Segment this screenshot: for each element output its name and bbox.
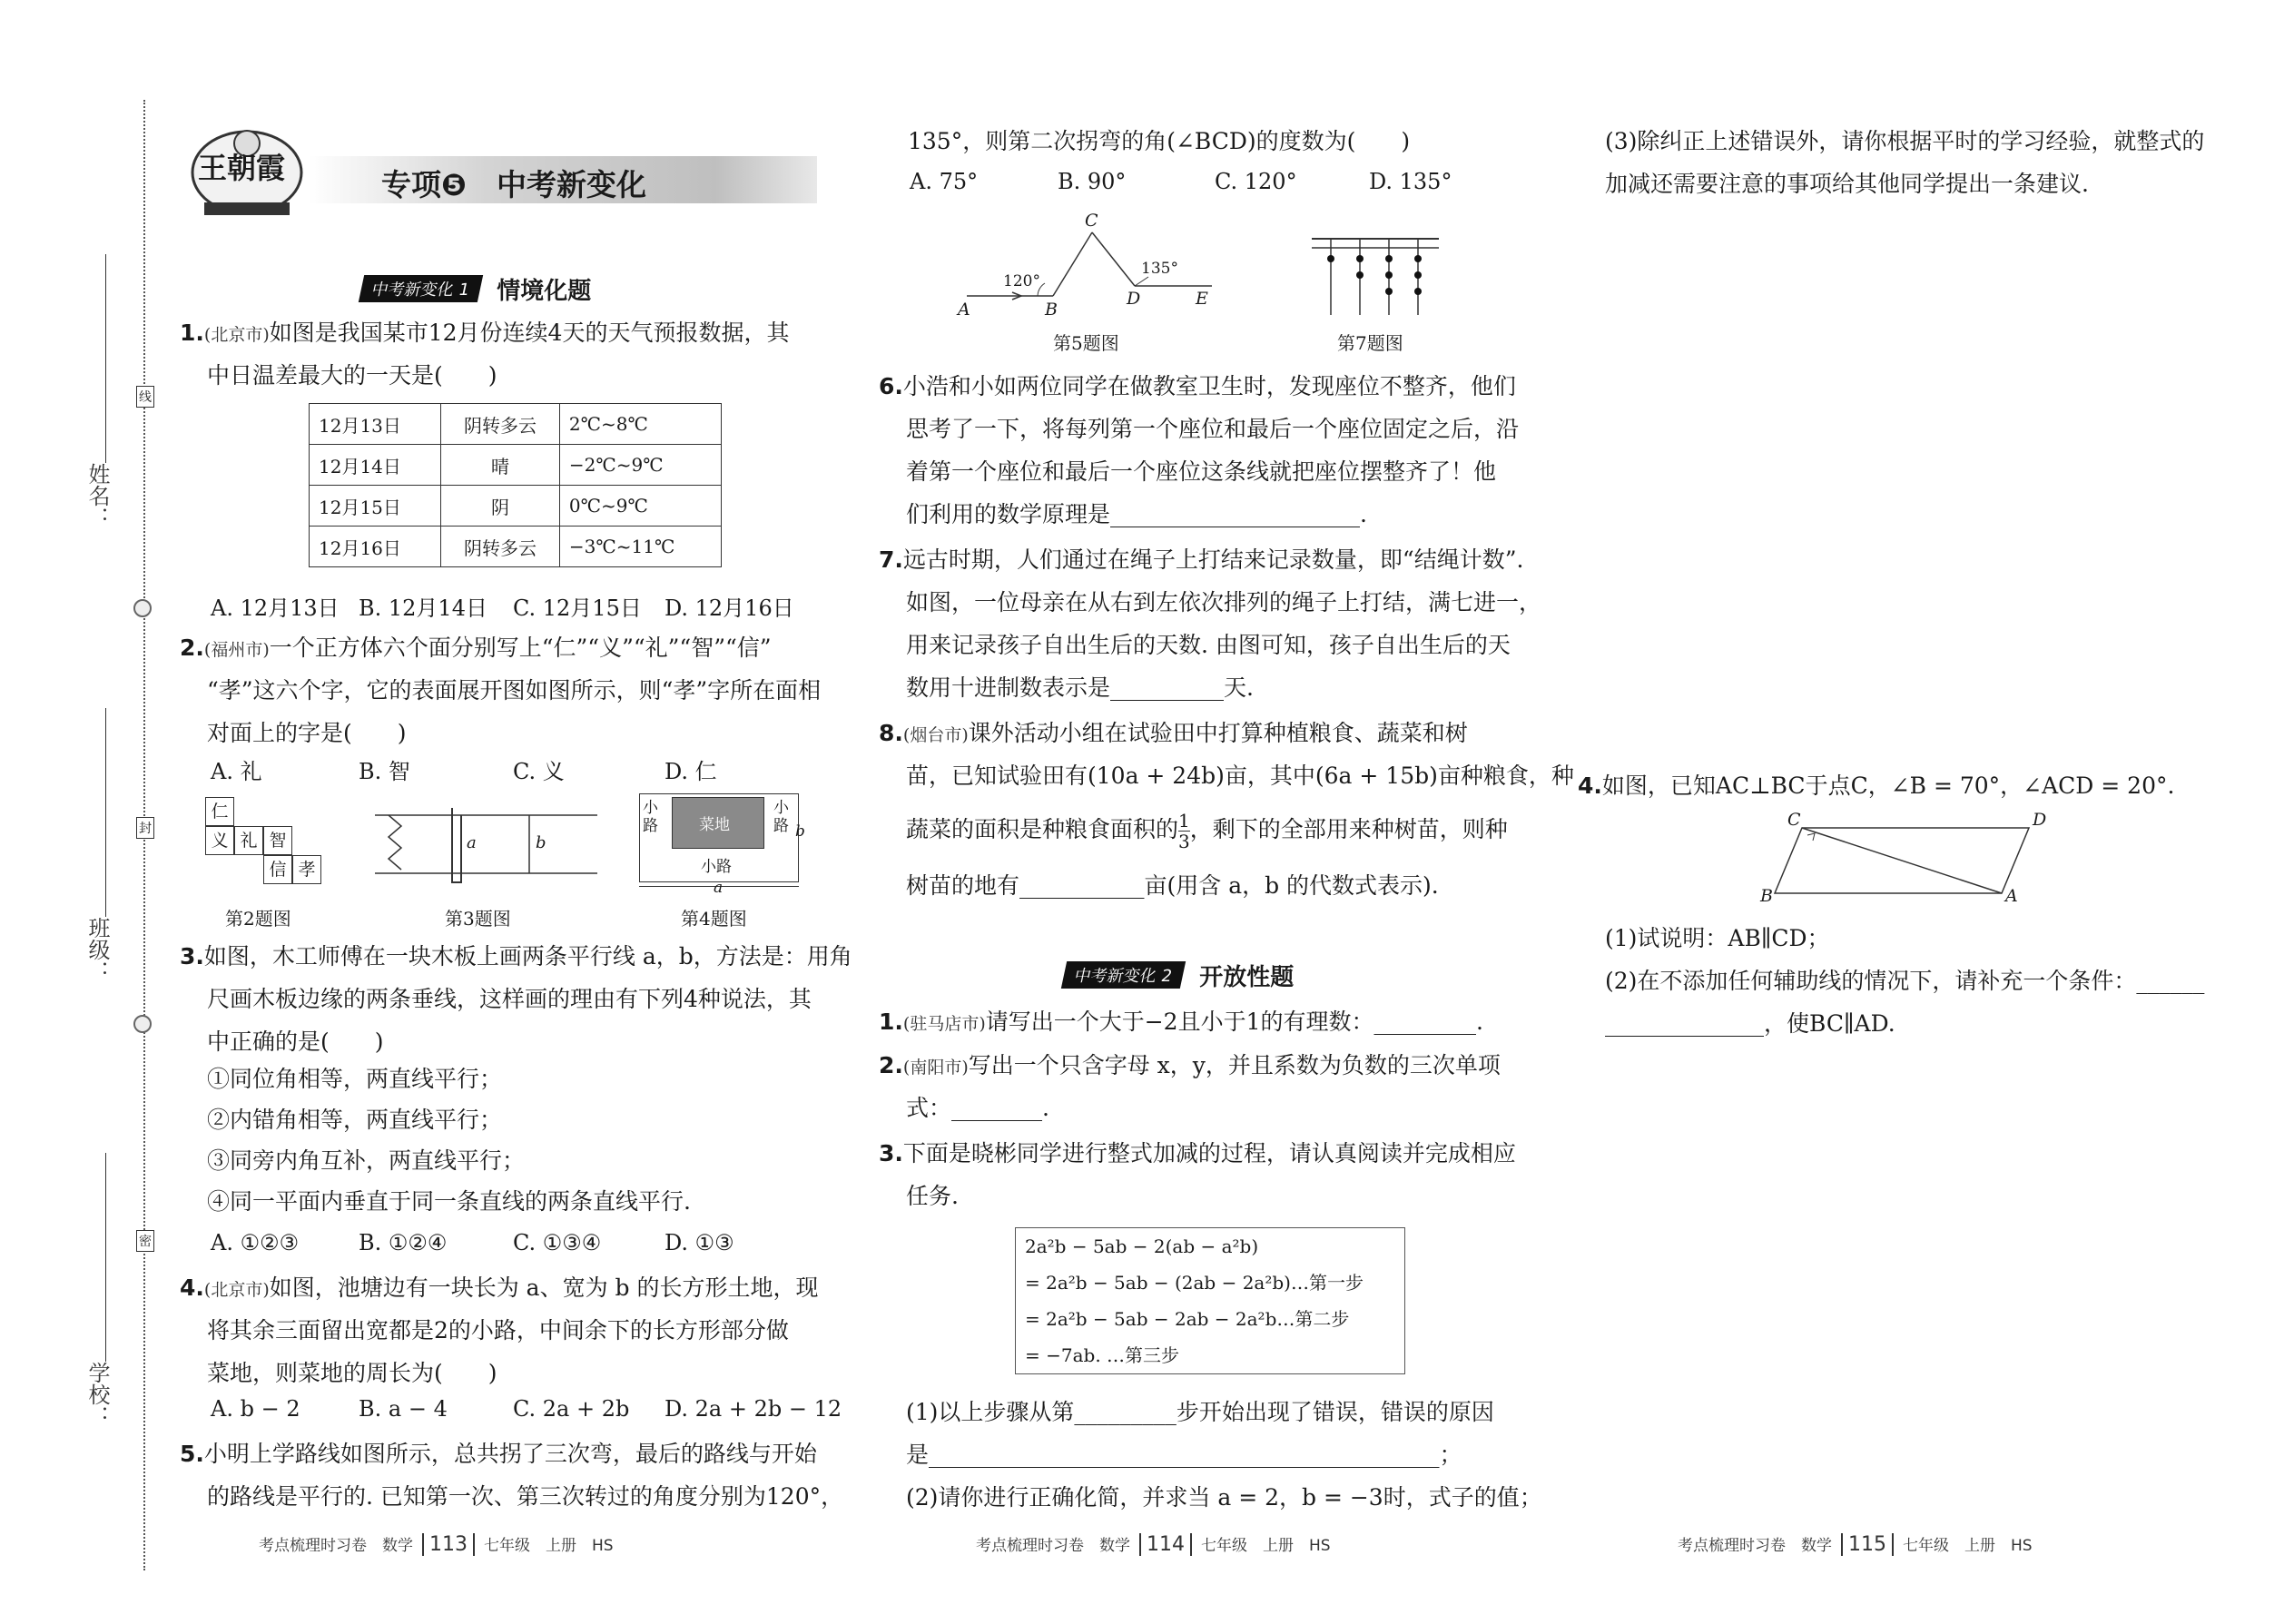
section-tag-open-ended: 中考新变化 2 开放性题 <box>1064 960 1294 989</box>
fig4-caption: 第4题图 <box>681 908 747 930</box>
q2-option-d: D. 仁 <box>665 759 717 784</box>
q7-line4: 数用十进制数表示是__________天. <box>906 674 1254 701</box>
class-label: 班级： <box>84 917 110 982</box>
p3-task1a: (1)以上步骤从第_________步开始出现了错误，错误的原因 <box>906 1399 1494 1425</box>
fig5-angle-2: 135° <box>1141 260 1178 278</box>
q3-line3: 中正确的是( ) <box>207 1029 384 1055</box>
fig5-angle-1: 120° <box>1003 272 1040 290</box>
q8-line4: 树苗的地有___________亩(用含 a，b 的代数式表示). <box>906 872 1439 899</box>
fig2-cube-net <box>205 797 341 888</box>
net-cell: 礼 <box>234 826 263 855</box>
table-row: 12月15日 阴 0℃~9℃ <box>310 486 722 527</box>
footer-mid: 考点梳理时习卷 数学 114 七年级 上册 HS <box>976 1533 1331 1556</box>
page-number: 113 <box>422 1533 475 1556</box>
p3-line2: 任务. <box>906 1183 959 1209</box>
footer-left: 考点梳理时习卷 数学 113 七年级 上册 HS <box>259 1533 614 1556</box>
q2-option-a: A. 礼 <box>211 759 262 784</box>
p4-label-B: B <box>1760 886 1773 906</box>
fig3-label-a: a <box>467 833 477 852</box>
net-cell: 信 <box>263 855 292 884</box>
q4-option-a: A. b − 2 <box>211 1396 300 1422</box>
q5-option-b: B. 90° <box>1058 169 1127 194</box>
q5-option-c: C. 120° <box>1215 169 1297 194</box>
p4-label-D: D <box>2033 810 2047 830</box>
q5-line1: 5.小明上学路线如图所示，总共拐了三次弯，最后的路线与开始 <box>180 1441 817 1467</box>
net-cell: 仁 <box>205 797 234 826</box>
work-step: = −7ab. …第三步 <box>1025 1344 1180 1366</box>
fig5-label-D: D <box>1127 289 1141 309</box>
school-label: 学校： <box>84 1362 110 1427</box>
q6-line1: 6.小浩和小如两位同学在做教室卫生时，发现座位不整齐，他们 <box>879 373 1516 399</box>
q3-statement-4: ④同一平面内垂直于同一条直线的两条直线平行. <box>207 1188 691 1215</box>
p3-line1: 3.下面是晓彬同学进行整式加减的过程，请认真阅读并完成相应 <box>879 1140 1516 1166</box>
fig5-route-figure <box>949 209 1221 318</box>
fig5-label-C: C <box>1085 211 1098 231</box>
q2-option-c: C. 义 <box>513 759 565 784</box>
q7-line1: 7.远古时期，人们通过在绳子上打结来记录数量，即“结绳计数”. <box>879 546 1524 573</box>
fig5-label-A: A <box>958 300 970 320</box>
q2-option-b: B. 智 <box>359 759 410 784</box>
p4-parallelogram-figure <box>1760 810 2056 910</box>
q3-option-a: A. ①②③ <box>211 1230 300 1255</box>
q3-statement-3: ③同旁内角互补，两直线平行； <box>207 1147 526 1174</box>
fig4-road-left: 小路 <box>643 799 658 835</box>
fig3-label-b: b <box>536 833 546 852</box>
p4-task1: (1)试说明：AB∥CD； <box>1605 925 1830 951</box>
q4-option-d: D. 2a + 2b − 12 <box>665 1396 842 1422</box>
q8-line1: 8.(烟台市)课外活动小组在试验田中打算种植粮食、蔬菜和树 <box>879 720 1468 746</box>
q8-line2: 苗，已知试验田有(10a + 24b)亩，其中(6a + 15b)亩种粮食，种 <box>906 763 1574 789</box>
fraction-one-third: $\frac{1}{3}$ <box>1178 810 1190 852</box>
fig7-caption: 第7题图 <box>1337 332 1403 354</box>
net-cell: 义 <box>205 826 234 855</box>
school-underline <box>105 1153 106 1362</box>
q6-line2: 思考了一下，将每列第一个座位和最后一个座位固定之后，沿 <box>906 416 1520 442</box>
q1-line2: 中日温差最大的一天是( ) <box>207 362 497 389</box>
q3-statement-1: ①同位角相等，两直线平行； <box>207 1066 503 1092</box>
fig2-caption: 第2题图 <box>225 908 291 930</box>
q4-line1: 4.(北京市)如图，池塘边有一块长为 a、宽为 b 的长方形土地，现 <box>180 1275 819 1301</box>
fig4-field-figure <box>635 790 808 899</box>
p4-task2b: ______________，使BC∥AD. <box>1605 1010 1895 1037</box>
section-tag-situational: 中考新变化 1 情境化题 <box>361 274 591 303</box>
q4-line2: 将其余三面留出宽都是2的小路，中间余下的长方形部分做 <box>207 1317 789 1343</box>
p3-task3b: 加减还需要注意的事项给其他同学提出一条建议. <box>1605 171 2089 197</box>
q2-line3: 对面上的字是( ) <box>207 720 407 746</box>
q4-option-c: C. 2a + 2b <box>513 1396 630 1422</box>
name-underline <box>105 254 106 463</box>
q4-option-b: B. a − 4 <box>359 1396 448 1422</box>
q3-line1: 3.如图，木工师傅在一块木板上画两条平行线 a，b，方法是：用角 <box>180 943 852 969</box>
ring-icon <box>133 1015 152 1033</box>
brand-logo-text: 王朝霞 <box>198 151 286 185</box>
table-row: 12月14日 晴 −2℃~9℃ <box>310 445 722 486</box>
q5-option-d: D. 135° <box>1369 169 1452 194</box>
q1-option-a: A. 12月13日 <box>211 595 340 621</box>
q5-line3: 135°，则第二次拐弯的角(∠BCD)的度数为( ) <box>908 128 1411 154</box>
p3-task2: (2)请你进行正确化简，并求当 a = 2，b = −3时，式子的值； <box>906 1484 1542 1511</box>
p2-line1: 2.(南阳市)写出一个只含字母 x，y，并且系数为负数的三次单项 <box>879 1052 1501 1078</box>
p2-line2: 式：________. <box>906 1095 1049 1121</box>
q3-line2: 尺画木板边缘的两条垂线，这样画的理由有下列4种说法，其 <box>207 986 812 1012</box>
q4-line3: 菜地，则菜地的周长为( ) <box>207 1360 497 1386</box>
fig3-board-figure <box>370 799 602 890</box>
q1-option-d: D. 12月16日 <box>665 595 794 621</box>
table-row: 12月13日 阴转多云 2℃~8℃ <box>310 404 722 445</box>
q2-line1: 2.(福州市)一个正方体六个面分别写上“仁”“义”“礼”“智”“信” <box>180 635 772 661</box>
q1-option-b: B. 12月14日 <box>359 595 487 621</box>
name-label: 姓名： <box>84 463 110 528</box>
fig4-field-label: 菜地 <box>699 816 730 834</box>
fig4-label-b: b <box>795 822 805 841</box>
q7-line3: 用来记录孩子自出生后的天数. 由图可知，孩子自出生后的天 <box>906 632 1511 658</box>
q6-line3: 着第一个座位和最后一个座位这条线就把座位摆整齐了！他 <box>906 458 1497 485</box>
page-number: 114 <box>1139 1533 1192 1556</box>
q5-option-a: A. 75° <box>910 169 979 194</box>
p3-task3a: (3)除纠正上述错误外，请你根据平时的学习经验，就整式的 <box>1605 128 2205 154</box>
work-step: = 2a²b − 5ab − 2ab − 2a²b…第二步 <box>1025 1308 1350 1330</box>
q1-option-c: C. 12月15日 <box>513 595 642 621</box>
cut-mark-line: 线 <box>136 386 154 408</box>
fig5-caption: 第5题图 <box>1053 332 1119 354</box>
p4-label-A: A <box>2005 886 2018 906</box>
q3-statement-2: ②内错角相等，两直线平行； <box>207 1107 503 1133</box>
cut-mark-secret: 密 <box>136 1230 154 1252</box>
p3-task1b: 是_____________________________________________； <box>906 1442 1462 1468</box>
footer-right: 考点梳理时习卷 数学 115 七年级 上册 HS <box>1678 1533 2033 1556</box>
net-cell: 孝 <box>292 855 321 884</box>
q1-line1: 1.(北京市)如图是我国某市12月份连续4天的天气预报数据，其 <box>180 320 790 346</box>
weather-table <box>309 403 722 567</box>
p3-work-box <box>1015 1227 1405 1374</box>
page-number: 115 <box>1841 1533 1894 1556</box>
q8-line3: 蔬菜的面积是种粮食面积的 $\frac{1}{3}$ ，剩下的全部用来种树苗，则种 <box>906 810 1508 852</box>
q7-line2: 如图，一位母亲在从右到左依次排列的绳子上打结，满七进一， <box>906 589 1542 615</box>
work-step: 2a²b − 5ab − 2(ab − a²b) <box>1025 1235 1259 1257</box>
fig4-label-a: a <box>714 879 724 897</box>
ring-icon <box>133 599 152 617</box>
p4-label-C: C <box>1787 810 1801 830</box>
q2-line2: “孝”这六个字，它的表面展开图如图所示，则“孝”字所在面相 <box>207 677 822 704</box>
fig5-label-E: E <box>1196 289 1208 309</box>
q6-line4: 们利用的数学原理是______________________. <box>906 501 1367 527</box>
p4-line1: 4.如图，已知AC⊥BC于点C，∠B = 70°，∠ACD = 20°. <box>1578 773 2175 799</box>
fig5-label-B: B <box>1045 300 1058 320</box>
fig4-road-bottom: 小路 <box>701 858 732 876</box>
net-cell: 智 <box>263 826 292 855</box>
cut-mark-seal: 封 <box>136 817 154 839</box>
fig3-caption: 第3题图 <box>445 908 511 930</box>
q3-option-b: B. ①②④ <box>359 1230 448 1255</box>
class-underline <box>105 708 106 917</box>
q5-line2: 的路线是平行的. 已知第一次、第三次转过的角度分别为120°， <box>207 1483 844 1510</box>
q3-option-d: D. ①③ <box>665 1230 734 1255</box>
table-row: 12月16日 阴转多云 −3℃~11℃ <box>310 527 722 567</box>
fig4-road-right: 小路 <box>773 799 789 835</box>
p1-line: 1.(驻马店市)请写出一个大于−2且小于1的有理数：_________. <box>879 1009 1483 1035</box>
p4-task2a: (2)在不添加任何辅助线的情况下，请补充一个条件：______ <box>1605 968 2205 994</box>
fig7-knot-rope-figure <box>1307 231 1443 322</box>
page-title: 专项❺ 中考新变化 <box>381 167 646 202</box>
q3-option-c: C. ①③④ <box>513 1230 602 1255</box>
work-step: = 2a²b − 5ab − (2ab − 2a²b)…第一步 <box>1025 1272 1364 1294</box>
